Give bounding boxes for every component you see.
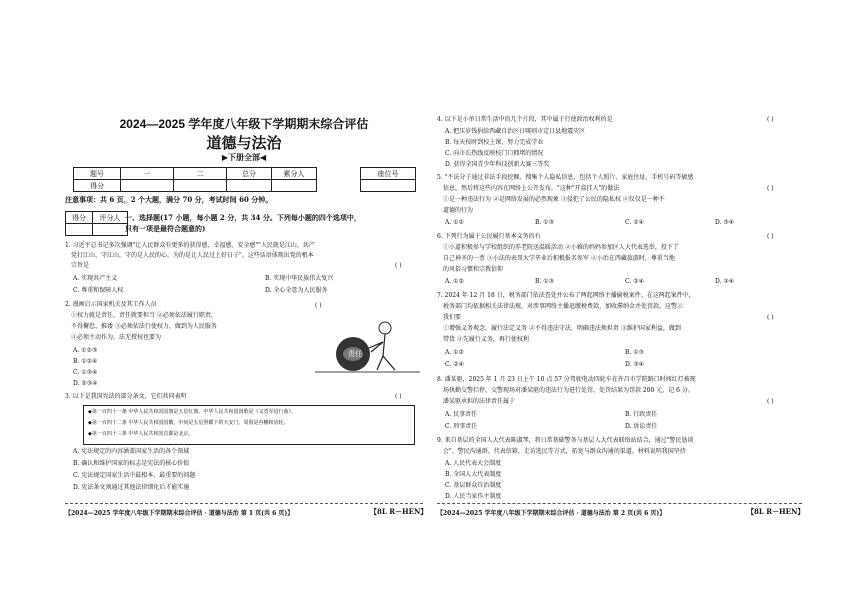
- cartoon-caption: 责任: [348, 350, 362, 358]
- q7-line: 税务部门均依据相关法律法规，对涉事网络主播追缴税费款、加收滞纳金并处罚款。这警示: [443, 303, 684, 310]
- q2-line: 不得懈怠、推诿 ③必须依法行使权力，做到为人民服务: [71, 323, 217, 330]
- q4-option: C. 向市长热线反映校门口拥堵的情况: [445, 150, 544, 157]
- q1-line: 宗旨是: [71, 262, 90, 269]
- article-text: ◆第一百四十二条 中华人民共和国国徽，中间是五星照耀下的天安门，周围是谷穗和齿轮。: [88, 420, 289, 426]
- q9-option: A. 人民代表大会制度: [445, 460, 502, 467]
- q6-line: ①小道积极参与学校组织的养老院送温暖活动 ②小雅的妈妈参加区人大代表选举，投下了: [443, 244, 679, 251]
- q5-line: 信息，然后将这些内容在网络上公开发布。"这种"开盒挂人"的做法: [443, 185, 620, 192]
- q8-line: 场执勤交警拦停，交警现场对潘某驱的违法行为进行处罚，处罚结果为罚款 200 元，记 6 分。: [443, 387, 694, 394]
- q9-line: 会"、警民沟通群、代表信箱、走访选民等方式，拓宽与群众沟通的渠道。材料说明我国坚持: [443, 448, 686, 455]
- q1-option: A. 实现共产主义: [73, 275, 118, 282]
- q2-option: A. ①②③: [73, 347, 98, 354]
- q8-line: 8. 潘某驱，2025 年 1 月 23 日上午 10 点 57 分驾驶电动四轮车在许昌市学院路口时闯红灯被现: [437, 376, 696, 383]
- score-header: 二: [174, 168, 227, 180]
- answer-paren: ( ): [315, 302, 322, 309]
- cartoon-image: [315, 312, 420, 380]
- q9-line: 9. 来自基层的全国人大代表陈淑琴，将日常基础警务与基层人大代表联络站结合，通过"警民恳谈: [437, 437, 694, 444]
- q1-option: D. 全心全意为人民服务: [265, 287, 328, 294]
- q6-line: 自己神圣的一票 ③小法的表哥大学毕业后积极报名参军 ④小治在西藏旅游时，尊重当地: [443, 255, 675, 262]
- answer-paren: ( ): [767, 185, 774, 192]
- q7-option: C. ②④: [445, 361, 464, 368]
- right-page: [437, 95, 805, 525]
- q3-option: C. 宪法规定国家生活中最根本、最重要的问题: [73, 472, 196, 479]
- q8-option: C. 刑事责任: [445, 423, 478, 430]
- q6-option: C. ②④: [625, 278, 644, 285]
- answer-paren: ( ): [767, 233, 774, 240]
- section1-title-cont: 只有一项是最符合题意的): [125, 224, 206, 233]
- q5-line: 道德的行为: [443, 207, 474, 214]
- q6-option: B. ①③: [535, 278, 554, 285]
- footer-divider: [437, 503, 802, 504]
- q2-line: ④必须主动作为，法无授权也要为: [71, 334, 162, 341]
- q4-option: A. 把压岁钱捐给西藏自治区日喀则市定日县地震灾区: [445, 128, 586, 135]
- q7-line: 7. 2024 年 12 月 18 日，税务部门依法查处并公布了两起网络主播偷税案件。在这两起案件中，: [437, 292, 695, 299]
- q1-option: C. 尊重和保障人权: [73, 287, 124, 294]
- q7-option: D. ③④: [625, 361, 645, 368]
- q4-option: B. 每天按时到校上课，努力完成学业: [445, 139, 544, 146]
- seat-table: [360, 167, 416, 192]
- score-table: [73, 167, 317, 192]
- q8-option: A. 民事责任: [445, 411, 478, 418]
- score-header: 累分人: [272, 168, 317, 180]
- q2-line: ①权力就是责任，责任就要担当 ②必须依法履行职责，: [71, 312, 217, 319]
- answer-paren: ( ): [395, 262, 402, 269]
- q9-option: C. 基层群众自治制度: [445, 482, 502, 489]
- paper-code: 【8L R－HEN】: [747, 507, 805, 516]
- notice: 注意事项：共 6 页，2 个大题，满分 70 分，考试时间 60 分钟。: [65, 195, 273, 204]
- answer-paren: ( ): [767, 398, 774, 405]
- q9-option: D. 人民当家作主制度: [445, 493, 502, 500]
- q7-line: 带货 ④先履行义务，再行使权利: [443, 336, 529, 343]
- q7-option: A. ①②: [445, 349, 464, 356]
- left-page: [65, 95, 428, 525]
- answer-paren: ( ): [395, 393, 402, 400]
- q2-line: 2. 漫画启示国家机关及其工作人员: [65, 301, 157, 308]
- score-header: 题号: [74, 168, 121, 180]
- score-header: 总分: [227, 168, 272, 180]
- q7-line: 我们要: [443, 314, 462, 321]
- q5-line: 5. "不法分子通过非法手段挖掘、搜集个人隐私信息，包括个人照片、家庭住址、手机号码等敏感: [437, 174, 694, 181]
- q2-option: B. ①②④: [73, 358, 98, 365]
- q5-option: C. ②④: [625, 219, 644, 226]
- page-footer: 【2024—2025 学年度八年级下学期期末综合评估 · 道德与法治 第 2 页(共 6 页)】: [437, 510, 666, 517]
- q7-line: ①增强义务观念，履行法定义务 ②不得违法守法，明确违法须担责 ③维护国家利益，做到: [443, 325, 681, 332]
- q3-option: A. 宪法规定的内容涵盖国家生活的各个领域: [73, 448, 190, 455]
- answer-paren: ( ): [767, 116, 774, 123]
- page-footer: 【2024—2025 学年度八年级下学期期末综合评估 · 道德与法治 第 1 页(共 6 页)】: [65, 510, 294, 517]
- footer-divider: [65, 503, 423, 504]
- q6-option: A. ①②: [445, 278, 464, 285]
- article-text: ◆第一百四十一条 中华人民共和国国旗是五星红旗。中华人民共和国国歌是《义勇军进行曲》。: [88, 409, 296, 415]
- q9-option: B. 全国人大代表制度: [445, 471, 502, 478]
- subject-title: 道德与法治: [206, 134, 282, 152]
- q8-option: B. 行政责任: [625, 411, 658, 418]
- q8-line: 潘某驱承担的法律责任属于: [443, 398, 516, 405]
- q6-option: D. ③④: [715, 278, 735, 285]
- exam-title: 2024—2025 学年度八年级下学期期末综合评估: [119, 117, 369, 131]
- scope-label: ▶下册全部◀: [221, 152, 267, 162]
- q5-option: B. ①③: [535, 219, 554, 226]
- q5-line: ①是一种违法行为 ②是网络发展的必然现象 ③侵犯了公民的隐私权 ④仅仅是一种不: [443, 196, 665, 203]
- q2-option: C. ①③④: [73, 369, 98, 376]
- score-row-label: 得分: [74, 180, 121, 192]
- q4-stem: 4. 以下是小单日常生活中的几个片段，其中属于行使政治权利的是: [437, 116, 613, 123]
- seat-label: 座位号: [361, 168, 416, 180]
- section1-title: 一、选择题(17 小题，每小题 2 分，共 34 分。下列每小题的四个选项中，: [125, 213, 361, 222]
- q1-option: B. 实现中华民族伟大复兴: [265, 275, 334, 282]
- q3-stem: 3. 以下是我国宪法的部分条文，它们共同表明: [65, 393, 187, 400]
- q7-option: B. ①③: [625, 349, 644, 356]
- q5-option: A. ①②: [445, 219, 464, 226]
- q8-option: D. 诉讼责任: [625, 423, 658, 430]
- answer-paren: ( ): [767, 314, 774, 321]
- q1-line: 党打江山、守江山，守的是人民的心，为的是让人民过上好日子"。这些话语体现出党的根本: [71, 252, 314, 259]
- q2-option: D. ②③④: [73, 380, 98, 387]
- score-header: 一: [121, 168, 174, 180]
- q6-line: 的风俗习惯和宗教信仰: [443, 266, 504, 273]
- q5-option: D. ③④: [715, 219, 735, 226]
- q6-line: 6. 下列行为属于公民履行基本义务的有: [437, 233, 541, 240]
- q1-line: 1. 习近平总书记多次强调"让人民群众有更多的获得感、幸福感、安全感""人民就是江山，共产: [65, 242, 315, 249]
- q3-option: D. 宪法条文须通过其他法律细化后才能实施: [73, 484, 190, 491]
- grader-table: 得分 评分人: [65, 211, 128, 236]
- article-text: ◆第一百四十三条 中华人民共和国首都是北京。: [88, 431, 194, 437]
- paper-code: 【8L R－HEN】: [370, 507, 428, 516]
- constitution-box: [83, 405, 415, 445]
- q3-option: B. 确认和维护国家的标志是宪法的核心价值: [73, 460, 190, 467]
- q4-option: D. 获得全国青少年科技创新大赛三等奖: [445, 161, 550, 168]
